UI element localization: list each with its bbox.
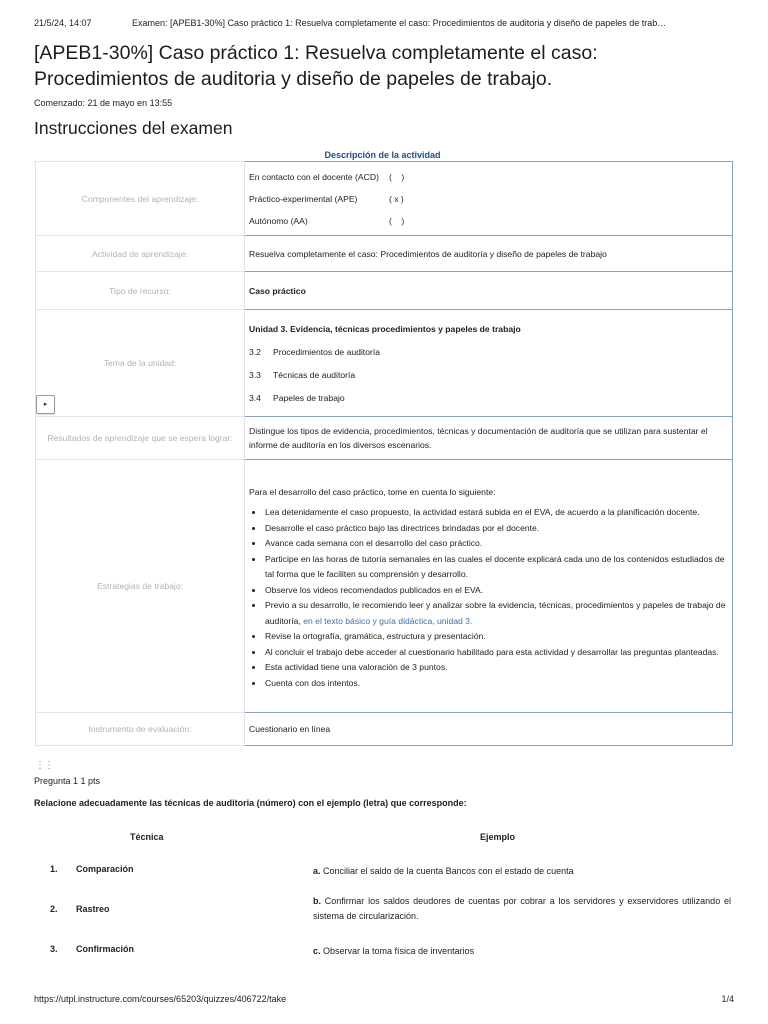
value-work-strategies — [245, 460, 733, 713]
page-number: 1/4 — [721, 994, 734, 1004]
value-resource-type: Caso práctico — [245, 272, 733, 310]
unit-subtopic: 3.2 Procedimientos de auditoría — [249, 346, 381, 357]
value-evaluation-instrument: Cuestionario en línea — [245, 713, 733, 746]
print-header — [34, 18, 738, 28]
play-triangle-icon: ▸ — [43, 401, 48, 408]
exam-title: [APEB1-30%] Caso práctico 1: Resuelva completamente el caso: Procedimientos de auditoria y diseño de papeles de trabajo. — [34, 42, 598, 90]
row-learning-activity — [36, 236, 733, 272]
label-work-strategies: Estrategias de trabajo: — [36, 460, 245, 713]
label-learning-outcomes: Resultados de aprendizaje que se espera lograr: — [36, 417, 245, 460]
drag-handle-icon[interactable]: ⋮⋮ — [35, 760, 53, 771]
value-learning-activity: Resuelva completamente el caso: Procedimientos de auditoría y diseño de papeles de trabajo — [245, 236, 733, 272]
row-learning-outcomes — [36, 417, 733, 460]
column-header-example: Ejemplo — [480, 832, 516, 842]
textbook-reference: en el texto básico y guía didáctica, unidad 3. — [300, 615, 473, 626]
exam-started-time: Comenzado: 21 de mayo en 13:55 — [34, 98, 173, 108]
row-resource-type — [36, 272, 733, 310]
question-text: Relacione adecuadamente las técnicas de auditoria (número) con el ejemplo (letra) que corresponde: — [34, 798, 467, 808]
component-item: En contacto con el docente (ACD) ( ) — [249, 171, 405, 182]
activity-caption: Descripción de la actividad — [324, 150, 441, 160]
list-item: • Lea detenidamente el caso propuesto, la actividad estará subida en el EVA, de acuerdo a la planificación docente. — [264, 505, 728, 521]
component-item: Autónomo (AA) ( ) — [249, 215, 405, 226]
label-unit-topic: Tema de la unidad: — [36, 310, 245, 417]
strategies-list — [249, 505, 728, 691]
component-item: Práctico-experimental (APE) ( x ) — [249, 193, 404, 204]
list-item: • Cuenta con dos intentos. — [264, 676, 728, 692]
expand-button[interactable] — [36, 395, 55, 414]
list-item: • Desarrolle el caso práctico bajo las directrices brindadas por el docente. — [264, 521, 728, 537]
row-learning-components — [36, 162, 733, 236]
label-learning-components: Componentes del aprendizaje: — [36, 162, 245, 236]
list-item: • Observe los videos recomendados publicados en el EVA. — [264, 583, 728, 599]
unit-heading: Unidad 3. Evidencia, técnicas procedimientos y papeles de trabajo — [249, 323, 521, 334]
row-evaluation-instrument — [36, 713, 733, 746]
print-page-title: Examen: [APEB1-30%] Caso práctico 1: Resuelva completamente el caso: Procedimientos de auditoria y diseño de papeles de trab… — [132, 18, 667, 28]
column-header-technique: Técnica — [130, 832, 164, 842]
list-item: • Al concluir el trabajo debe acceder al cuestionario habilitado para esta actividad y desarrollar las preguntas planteadas. — [264, 645, 728, 661]
list-item: • Esta actividad tiene una valoración de 3 puntos. — [264, 660, 728, 676]
unit-subtopic: 3.3 Técnicas de auditoría — [249, 369, 356, 380]
list-item: • Revise la ortografía, gramática, estructura y presentación. — [264, 629, 728, 645]
row-work-strategies — [36, 460, 733, 713]
list-item: • Previo a su desarrollo, le recomiendo leer y analizar sobre la evidencia, técnicas, procedimientos y papeles de trabajo de auditoría, en el texto básico y guía didáctica, unidad 3. — [264, 598, 728, 629]
value-learning-outcomes: Distingue los tipos de evidencia, procedimientos, técnicas y documentación de auditoría que se utilizan para sustentar el informe de auditoría en los diversos escenarios. — [245, 417, 733, 460]
label-resource-type: Tipo de recurso: — [36, 272, 245, 310]
value-learning-components — [245, 162, 733, 236]
strategies-intro: Para el desarrollo del caso práctico, tome en cuenta lo siguiente: — [249, 487, 496, 497]
row-unit-topic — [36, 310, 733, 417]
label-learning-activity: Actividad de aprendizaje: — [36, 236, 245, 272]
value-unit-topic — [245, 310, 733, 417]
list-item: • Participe en las horas de tutoría semanales en las cuales el docente explicará cada uno de los contenidos estudiados de tal forma que le faciliten su comprensión y desarrollo. — [264, 552, 728, 583]
activity-description-table — [35, 161, 733, 746]
instructions-heading: Instrucciones del examen — [34, 118, 233, 138]
list-item: • Avance cada semana con el desarrollo del caso práctico. — [264, 536, 728, 552]
question-meta: Pregunta 1 1 pts — [34, 776, 101, 786]
print-datetime: 21/5/24, 14:07 — [34, 18, 92, 28]
unit-subtopic: 3.4 Papeles de trabajo — [249, 392, 345, 403]
page-url: https://utpl.instructure.com/courses/65203/quizzes/406722/take — [34, 994, 287, 1004]
print-footer — [34, 994, 734, 1004]
label-evaluation-instrument: Instrumento de evaluación: — [36, 713, 245, 746]
